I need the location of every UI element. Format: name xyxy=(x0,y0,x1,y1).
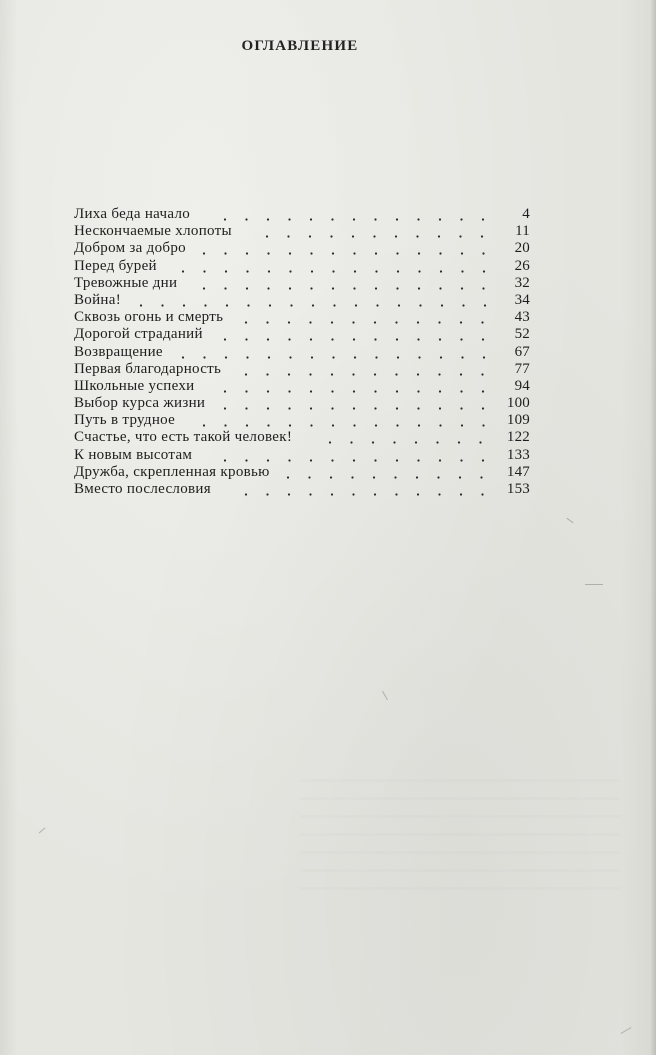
leader-dot xyxy=(161,304,163,306)
leader-dot xyxy=(438,373,440,375)
show-through-texture xyxy=(300,770,620,890)
leader-dot xyxy=(417,322,419,324)
leader-dot xyxy=(461,270,463,272)
leader-dot xyxy=(458,442,460,444)
leader-dot xyxy=(289,287,291,289)
leader-dot xyxy=(224,287,226,289)
leader-dot xyxy=(375,287,377,289)
leader-dot xyxy=(352,373,354,375)
toc-entry xyxy=(74,292,530,309)
leader-dot xyxy=(417,218,419,220)
toc-entry-page-number: 34 xyxy=(514,291,530,308)
leader-dot xyxy=(310,339,312,341)
toc-entry xyxy=(74,344,530,361)
leader-dot xyxy=(224,425,226,427)
leader-dot xyxy=(266,322,268,324)
leader-dot xyxy=(268,270,270,272)
leader-dot xyxy=(374,493,376,495)
leader-dot xyxy=(395,236,397,238)
leader-dot xyxy=(354,270,356,272)
leader-dot xyxy=(287,236,289,238)
toc-entry xyxy=(74,361,530,378)
toc-entry-title: Дорогой страданий xyxy=(74,326,203,343)
leader-dot xyxy=(309,373,311,375)
leader-dot xyxy=(289,270,291,272)
leader-dot xyxy=(332,270,334,272)
leader-dot xyxy=(460,407,462,409)
leader-dot xyxy=(245,322,247,324)
leader-dot xyxy=(331,322,333,324)
leader-dot xyxy=(374,390,376,392)
leader-dot xyxy=(461,425,463,427)
leader-dot xyxy=(288,390,290,392)
leader-dot xyxy=(309,322,311,324)
leader-dot xyxy=(396,253,398,255)
leader-dot xyxy=(289,425,291,427)
leader-dot xyxy=(460,339,462,341)
leader-dot xyxy=(415,442,417,444)
leader-dot xyxy=(438,322,440,324)
toc-entry xyxy=(74,412,530,429)
leader-dot xyxy=(397,356,399,358)
toc-entry-title: Перед бурей xyxy=(74,257,157,274)
toc-entry xyxy=(74,240,530,257)
leader-dot xyxy=(418,253,420,255)
leader-dot xyxy=(441,304,443,306)
toc-entry-page-number: 4 xyxy=(522,206,530,222)
leader-dot xyxy=(225,356,227,358)
leader-dot xyxy=(374,322,376,324)
leader-dot xyxy=(245,339,247,341)
toc-entry xyxy=(74,395,530,412)
leader-dot xyxy=(484,304,486,306)
leader-dot xyxy=(396,407,398,409)
leader-dot xyxy=(438,236,440,238)
leader-dot xyxy=(224,218,226,220)
leader-dot xyxy=(374,407,376,409)
leader-dot xyxy=(439,459,441,461)
leader-dot xyxy=(375,425,377,427)
leader-dot xyxy=(375,270,377,272)
leader-dot xyxy=(310,218,312,220)
leader-dot xyxy=(439,425,441,427)
leader-dot xyxy=(353,390,355,392)
leader-dot xyxy=(203,425,205,427)
leader-dot xyxy=(418,356,420,358)
toc-entry-page-number: 77 xyxy=(514,360,530,377)
leader-dot xyxy=(482,425,484,427)
leader-dot xyxy=(396,459,398,461)
page-edge-shadow xyxy=(650,0,656,1055)
dot-leader xyxy=(74,292,530,309)
toc-entry-page-number: 153 xyxy=(506,481,530,497)
leader-dot xyxy=(332,253,334,255)
leader-dot xyxy=(311,270,313,272)
leader-dot xyxy=(481,322,483,324)
leader-dot xyxy=(462,304,464,306)
leader-dot xyxy=(331,390,333,392)
leader-dot xyxy=(310,425,312,427)
leader-dot xyxy=(310,287,312,289)
leader-dot xyxy=(439,287,441,289)
leader-dot xyxy=(245,218,247,220)
leader-dot xyxy=(460,218,462,220)
leader-dot xyxy=(419,304,421,306)
leader-dot xyxy=(329,442,331,444)
leader-dot xyxy=(459,476,461,478)
toc-entry-title: Война! xyxy=(74,291,122,308)
leader-dot xyxy=(312,304,314,306)
toc-entry-title: Нескончаемые хлопоты xyxy=(74,223,232,240)
leader-dot xyxy=(330,236,332,238)
leader-dot xyxy=(290,304,292,306)
leader-dot xyxy=(353,253,355,255)
toc-entry-title: Выбор курса жизни xyxy=(74,395,206,412)
leader-dot xyxy=(224,339,226,341)
leader-dot xyxy=(439,218,441,220)
toc-entry-title: Дружба, скрепленная кровью xyxy=(74,463,270,480)
leader-dot xyxy=(266,493,268,495)
leader-dot xyxy=(225,270,227,272)
leader-dot xyxy=(353,287,355,289)
toc-entry xyxy=(74,447,530,464)
toc-entry-page-number: 20 xyxy=(514,240,530,257)
toc-entry xyxy=(74,206,530,223)
leader-dot xyxy=(439,407,441,409)
leader-dot xyxy=(203,270,205,272)
leader-dot xyxy=(417,373,419,375)
toc-entry-page-number: 43 xyxy=(514,309,530,326)
leader-dot xyxy=(333,304,335,306)
toc-entry xyxy=(74,429,530,446)
leader-dot xyxy=(246,287,248,289)
leader-dot xyxy=(350,442,352,444)
leader-dot xyxy=(140,304,142,306)
leader-dot xyxy=(483,270,485,272)
leader-dot xyxy=(355,304,357,306)
leader-dot xyxy=(203,253,205,255)
leader-dot xyxy=(245,390,247,392)
leader-dot xyxy=(246,356,248,358)
leader-dot xyxy=(310,253,312,255)
toc-entry-title: Счастье, что есть такой человек! xyxy=(74,429,293,446)
leader-dot xyxy=(247,304,249,306)
leader-dot xyxy=(266,373,268,375)
leader-dot xyxy=(460,493,462,495)
leader-dot xyxy=(182,356,184,358)
leader-dot xyxy=(396,390,398,392)
leader-dot xyxy=(459,236,461,238)
toc-entry-page-number: 67 xyxy=(514,343,530,360)
leader-dot xyxy=(439,253,441,255)
leader-dot xyxy=(352,493,354,495)
toc-entry-title: Лиха беда начало xyxy=(74,206,191,222)
leader-dot xyxy=(308,476,310,478)
page-title: ОГЛАВЛЕНИЕ xyxy=(241,38,359,54)
toc-entry xyxy=(74,275,530,292)
leader-dot xyxy=(266,236,268,238)
toc-entry-title: Первая благодарность xyxy=(74,360,222,377)
leader-dot xyxy=(226,304,228,306)
leader-dot xyxy=(460,322,462,324)
leader-dot xyxy=(245,407,247,409)
toc-entry-title: Путь в трудное xyxy=(74,412,176,429)
leader-dot xyxy=(352,236,354,238)
leader-dot xyxy=(417,339,419,341)
leader-dot xyxy=(352,322,354,324)
toc-entry-title: Возвращение xyxy=(74,343,163,360)
leader-dot xyxy=(480,476,482,478)
leader-dot xyxy=(373,236,375,238)
leader-dot xyxy=(374,218,376,220)
leader-dot xyxy=(375,253,377,255)
toc-entry-page-number: 147 xyxy=(506,463,530,480)
leader-dot xyxy=(374,339,376,341)
leader-dot xyxy=(482,287,484,289)
leader-dot xyxy=(440,356,442,358)
leader-dot xyxy=(394,476,396,478)
leader-dot xyxy=(418,270,420,272)
toc-entry-title: К новым высотам xyxy=(74,446,193,463)
leader-dot xyxy=(373,476,375,478)
leader-dot xyxy=(309,236,311,238)
leader-dot xyxy=(351,476,353,478)
leader-dot xyxy=(330,476,332,478)
leader-dot xyxy=(374,373,376,375)
leader-dot xyxy=(393,442,395,444)
leader-dot xyxy=(460,459,462,461)
leader-dot xyxy=(481,236,483,238)
toc-entry-page-number: 11 xyxy=(515,223,530,240)
leader-dot xyxy=(267,339,269,341)
leader-dot xyxy=(482,459,484,461)
leader-dot xyxy=(461,253,463,255)
leader-dot xyxy=(353,459,355,461)
leader-dot xyxy=(331,493,333,495)
leader-dot xyxy=(267,287,269,289)
toc-entry xyxy=(74,258,530,275)
leader-dot xyxy=(224,407,226,409)
leader-dot xyxy=(289,253,291,255)
leader-dot xyxy=(353,218,355,220)
leader-dot xyxy=(436,442,438,444)
leader-dot xyxy=(331,339,333,341)
leader-dot xyxy=(288,322,290,324)
toc-entry-page-number: 32 xyxy=(514,274,530,291)
toc-entry-page-number: 94 xyxy=(514,377,530,394)
leader-dot xyxy=(438,493,440,495)
leader-dot xyxy=(376,304,378,306)
toc-entry xyxy=(74,326,530,343)
leader-dot xyxy=(310,459,312,461)
leader-dot xyxy=(396,425,398,427)
leader-dot xyxy=(331,459,333,461)
leader-dot xyxy=(482,390,484,392)
leader-dot xyxy=(267,425,269,427)
leader-dot xyxy=(183,304,185,306)
leader-dot xyxy=(332,425,334,427)
paper-speck xyxy=(382,691,388,700)
leader-dot xyxy=(203,287,205,289)
leader-dot xyxy=(460,373,462,375)
leader-dot xyxy=(203,356,205,358)
leader-dot xyxy=(267,459,269,461)
leader-dot xyxy=(310,390,312,392)
leader-dot xyxy=(288,373,290,375)
leader-dot xyxy=(417,407,419,409)
leader-dot xyxy=(439,339,441,341)
leader-dot xyxy=(331,407,333,409)
toc-entry-page-number: 26 xyxy=(514,257,530,274)
leader-dot xyxy=(396,339,398,341)
leader-dot xyxy=(288,339,290,341)
paper-speck xyxy=(39,828,46,834)
leader-dot xyxy=(396,287,398,289)
toc-entry xyxy=(74,223,530,240)
leader-dot xyxy=(224,253,226,255)
leader-dot xyxy=(460,390,462,392)
leader-dot xyxy=(246,425,248,427)
leader-dot xyxy=(416,236,418,238)
leader-dot xyxy=(417,390,419,392)
leader-dot xyxy=(332,356,334,358)
leader-dot xyxy=(310,407,312,409)
leader-dot xyxy=(246,253,248,255)
leader-dot xyxy=(375,356,377,358)
leader-dot xyxy=(418,425,420,427)
leader-dot xyxy=(331,218,333,220)
toc-entry-title: Сквозь огонь и смерть xyxy=(74,309,224,326)
leader-dot xyxy=(439,390,441,392)
leader-dot xyxy=(437,476,439,478)
leader-dot xyxy=(288,407,290,409)
leader-dot xyxy=(245,373,247,375)
leader-dot xyxy=(353,339,355,341)
leader-dot xyxy=(416,476,418,478)
toc-entry-page-number: 100 xyxy=(506,395,530,412)
leader-dot xyxy=(395,373,397,375)
paper-speck xyxy=(621,1027,632,1034)
table-of-contents xyxy=(74,206,530,498)
leader-dot xyxy=(417,459,419,461)
leader-dot xyxy=(204,304,206,306)
leader-dot xyxy=(482,218,484,220)
leader-dot xyxy=(461,287,463,289)
leader-dot xyxy=(374,459,376,461)
leader-dot xyxy=(395,322,397,324)
toc-entry-page-number: 109 xyxy=(506,412,530,429)
leader-dot xyxy=(267,407,269,409)
toc-entry-page-number: 122 xyxy=(506,429,530,446)
leader-dot xyxy=(224,390,226,392)
toc-entry xyxy=(74,464,530,481)
paper-speck xyxy=(585,584,603,585)
leader-dot xyxy=(311,356,313,358)
leader-dot xyxy=(479,442,481,444)
leader-dot xyxy=(289,356,291,358)
leader-dot xyxy=(417,493,419,495)
leader-dot xyxy=(268,356,270,358)
leader-dot xyxy=(288,493,290,495)
toc-entry-title: Школьные успехи xyxy=(74,377,195,394)
leader-dot xyxy=(482,253,484,255)
leader-dot xyxy=(483,356,485,358)
leader-dot xyxy=(267,390,269,392)
toc-entry-page-number: 133 xyxy=(506,446,530,463)
leader-dot xyxy=(332,287,334,289)
leader-dot xyxy=(288,459,290,461)
leader-dot xyxy=(354,356,356,358)
toc-entry-title: Тревожные дни xyxy=(74,274,178,291)
leader-dot xyxy=(246,270,248,272)
toc-entry xyxy=(74,481,530,498)
leader-dot xyxy=(267,218,269,220)
leader-dot xyxy=(372,442,374,444)
leader-dot xyxy=(440,270,442,272)
leader-dot xyxy=(288,218,290,220)
leader-dot xyxy=(353,407,355,409)
leader-dot xyxy=(331,373,333,375)
leader-dot xyxy=(396,218,398,220)
leader-dot xyxy=(287,476,289,478)
leader-dot xyxy=(269,304,271,306)
paper-speck xyxy=(566,518,573,523)
leader-dot xyxy=(481,373,483,375)
leader-dot xyxy=(309,493,311,495)
leader-dot xyxy=(482,407,484,409)
leader-dot xyxy=(482,339,484,341)
toc-entry-title: Добром за добро xyxy=(74,240,186,257)
leader-dot xyxy=(395,493,397,495)
toc-entry xyxy=(74,309,530,326)
leader-dot xyxy=(461,356,463,358)
leader-dot xyxy=(418,287,420,289)
leader-dot xyxy=(245,459,247,461)
leader-dot xyxy=(353,425,355,427)
toc-entry-title: Вместо послесловия xyxy=(74,481,211,497)
toc-entry xyxy=(74,378,530,395)
leader-dot xyxy=(398,304,400,306)
leader-dot xyxy=(267,253,269,255)
toc-entry-page-number: 52 xyxy=(514,326,530,343)
leader-dot xyxy=(182,270,184,272)
leader-dot xyxy=(397,270,399,272)
leader-dot xyxy=(224,459,226,461)
leader-dot xyxy=(481,493,483,495)
leader-dot xyxy=(245,493,247,495)
